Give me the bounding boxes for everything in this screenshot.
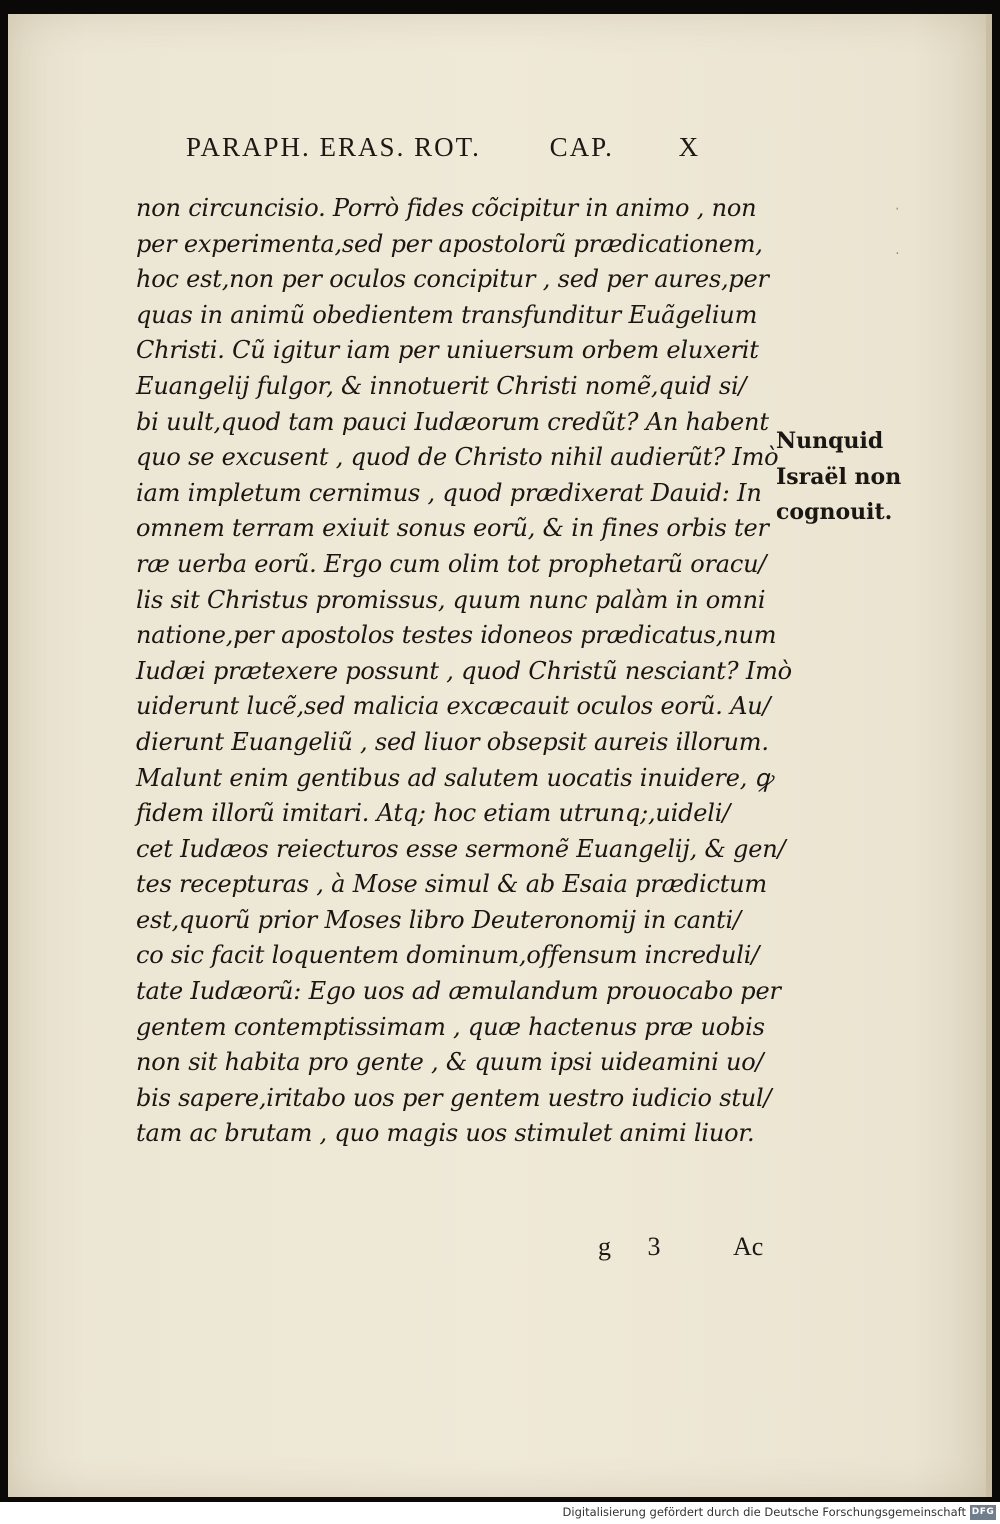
text-line: quas in animũ obedientem transfunditur Euãgelium	[136, 300, 758, 329]
text-line: bi uult,quod tam pauci Iudæorum credũt? An habent	[136, 407, 769, 436]
signature-number: 3	[647, 1232, 661, 1261]
text-line: Malunt enim gentibus ad salutem uocatis inuidere, ꝙ	[136, 763, 773, 792]
text-line: omnem terram exiuit sonus eorũ, & in fines orbis ter	[136, 514, 769, 543]
dfg-logo-icon: DFG	[970, 1505, 996, 1520]
text-line: tate Iudæorũ: Ego uos ad æmulandum prouocabo per	[136, 977, 781, 1006]
text-line: cet Iudæos reiecturos esse sermonẽ Euangelij, & gen/	[136, 834, 786, 863]
credit-bar	[0, 1502, 1000, 1524]
chapter-number: X	[678, 132, 701, 162]
text-line: co sic facit loquentem dominum,offensum increduli/	[136, 941, 760, 970]
marginal-note-line: Israël non	[776, 463, 902, 490]
text-line: gentem contemptissimam , quæ hactenus præ uobis	[136, 1012, 765, 1041]
text-line: per experimenta,sed per apostolorũ prædicationem,	[136, 229, 763, 258]
running-header	[186, 132, 746, 163]
running-title: PARAPH. ERAS. ROT.	[186, 132, 481, 162]
catchword: Ac	[733, 1232, 764, 1261]
speck-mark: ․	[895, 242, 900, 258]
text-line: quo se excusent , quod de Christo nihil audierũt? Imò	[136, 443, 779, 472]
page-footer	[598, 1232, 763, 1262]
text-line: dierunt Euangeliũ , sed liuor obsepsit aureis illorum.	[136, 727, 769, 756]
marginal-note	[776, 424, 901, 531]
text-line: tes recepturas , à Mose simul & ab Esaia prædictum	[136, 870, 767, 899]
page-edge	[986, 14, 992, 1497]
funding-credit: Digitalisierung gefördert durch die Deutsche Forschungsgemeinschaft	[562, 1505, 966, 1519]
text-line: non sit habita pro gente , & quum ipsi uideamini uo/	[136, 1048, 764, 1077]
text-line: Christi. Cũ igitur iam per uniuersum orbem eluxerit	[136, 336, 759, 365]
body-text	[136, 191, 792, 1152]
marginal-note-line: cognouit.	[776, 499, 893, 526]
signature-mark: g	[598, 1232, 611, 1261]
text-line: iam impletum cernimus , quod prædixerat Dauid: In	[136, 478, 762, 507]
chapter-label: CAP.	[549, 132, 614, 162]
text-line: uiderunt lucẽ,sed malicia excæcauit oculos eorũ. Au/	[136, 692, 771, 721]
text-line: bis sapere,iritabo uos per gentem uestro iudicio stul/	[136, 1083, 772, 1112]
text-line: est,quorũ prior Moses libro Deuteronomij in canti/	[136, 905, 741, 934]
text-line: non circuncisio. Porrò fides cõcipitur in animo , non	[136, 194, 757, 222]
text-line: Euangelij fulgor, & innotuerit Christi nomẽ,quid si/	[136, 371, 747, 400]
text-line: lis sit Christus promissus, quum nunc palàm in omni	[136, 585, 766, 614]
paper-specks	[895, 190, 900, 270]
text-line: fidem illorũ imitari. Atq; hoc etiam utrunq;,uideli/	[136, 799, 731, 828]
text-line: ræ uerba eorũ. Ergo cum olim tot prophetarũ oracu/	[136, 549, 767, 578]
text-line: hoc est,non per oculos concipitur , sed per aures,per	[136, 265, 769, 294]
speck-mark: ‧	[895, 202, 900, 218]
text-line: tam ac brutam , quo magis uos stimulet animi liuor.	[136, 1119, 755, 1148]
text-line: natione,per apostolos testes idoneos prædicatus,num	[136, 621, 777, 650]
text-line: Iudæi prætexere possunt , quod Christũ nesciant? Imò	[136, 656, 792, 685]
marginal-note-line: Nunquid	[776, 428, 884, 454]
